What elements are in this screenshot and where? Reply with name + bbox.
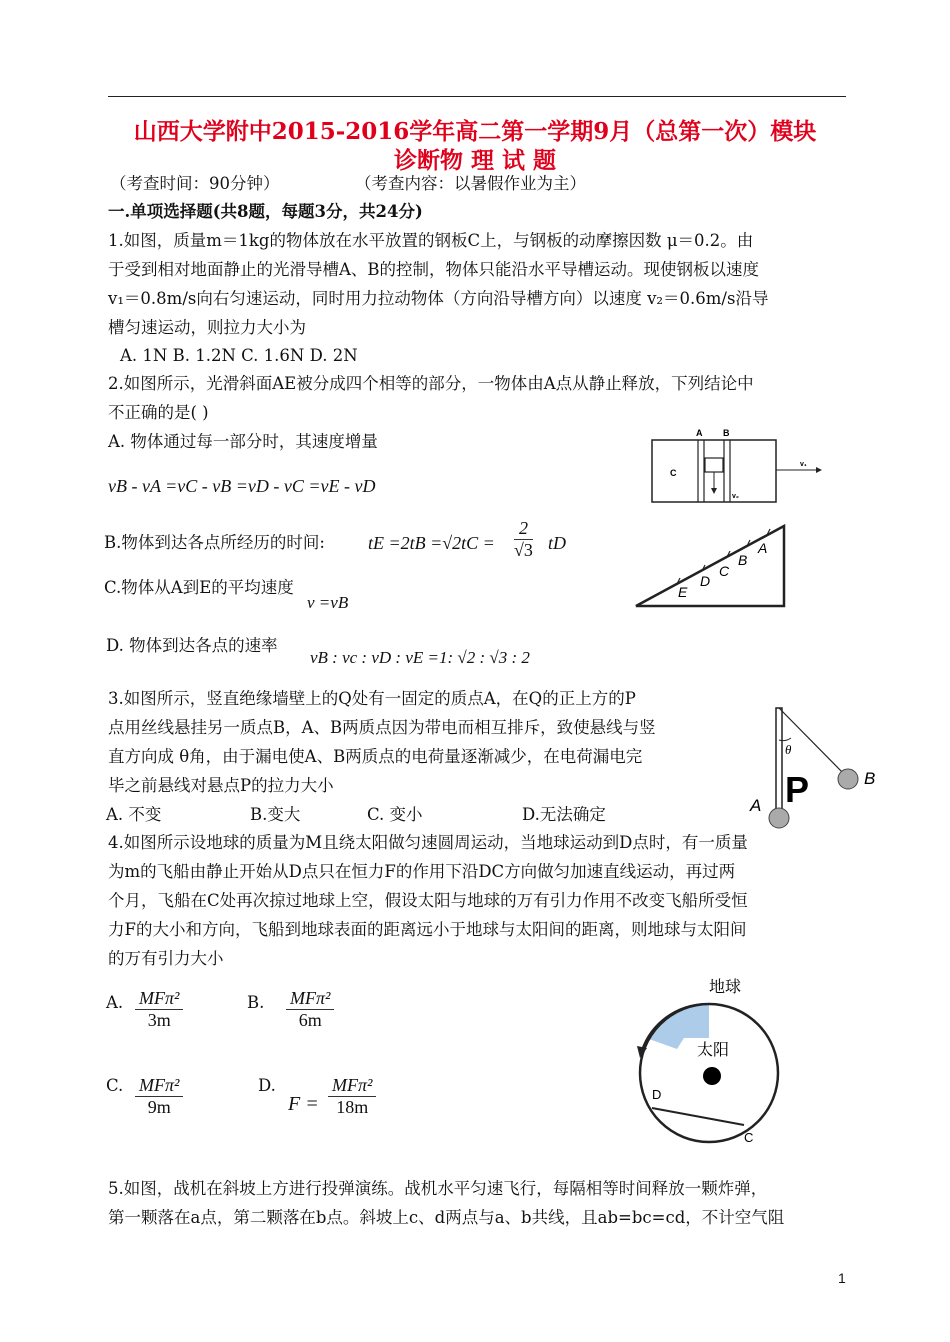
q2-b-frac-num: 2 bbox=[514, 518, 533, 540]
q3-line1: 3.如图所示，竖直绝缘墙壁上的Q处有一固定的质点A，在Q的正上方的P bbox=[108, 689, 636, 708]
q5-line2: 第一颗落在a点，第二颗落在b点。斜坡上c、d两点与a、b共线，且ab=bc=cd，不计空气阻 bbox=[108, 1208, 785, 1227]
q2-option-a: A. 物体通过每一部分时，其速度增量 bbox=[108, 432, 378, 451]
q4-c-den: 9m bbox=[147, 1097, 171, 1117]
q2-option-b-formula: tE =2tB =√2tC = bbox=[368, 533, 495, 553]
q2-line1: 2.如图所示，光滑斜面AE被分成四个相等的部分，一物体由A点从静止释放，下列结论中 bbox=[108, 374, 754, 393]
q1-line2: 于受到相对地面静止的光滑导槽A、B的控制，物体只能沿水平导槽运动。现使钢板以速度 bbox=[108, 260, 760, 279]
q4-c-num: MFπ² bbox=[135, 1075, 183, 1097]
q3-line4: 毕之前悬线对悬点P的拉力大小 bbox=[108, 776, 334, 795]
q1-label-v1: v₁ bbox=[800, 461, 807, 468]
q1-figure bbox=[650, 426, 840, 506]
q4-figure bbox=[620, 972, 800, 1152]
q3-line3: 直方向成 θ角，由于漏电使A、B两质点的电荷量逐渐减少，在电荷漏电完 bbox=[108, 747, 643, 766]
q3-option-b: B.变大 bbox=[250, 805, 301, 824]
q5-line1: 5.如图，战机在斜坡上方进行投弹演练。战机水平匀速飞行，每隔相等时间释放一颗炸弹， bbox=[108, 1179, 768, 1198]
page-number: 1 bbox=[838, 1270, 846, 1286]
q2-option-a-formula: vB - vA =vC - vB =vD - vC =vE - vD bbox=[108, 476, 376, 496]
q1-line4: 槽匀速运动，则拉力大小为 bbox=[108, 318, 306, 337]
q3-label-b: B bbox=[864, 769, 876, 788]
q4-line2: 为m的飞船由静止开始从D点只在恒力F的作用下沿DC方向做匀加速直线运动，再过两 bbox=[108, 862, 736, 881]
q2-option-c-formula: v =vB bbox=[307, 593, 349, 612]
q4-option-d-fraction bbox=[328, 1075, 376, 1118]
exam-content: （考查内容：以暑假作业为主） bbox=[355, 174, 586, 193]
paper-title-line2: 诊断物 理 试 题 bbox=[393, 147, 557, 174]
q2-label-b: B bbox=[738, 552, 748, 568]
exam-time: （考查时间：90分钟） bbox=[110, 174, 280, 193]
q2-figure bbox=[634, 520, 794, 612]
q4-b-den: 6m bbox=[298, 1010, 322, 1030]
q2-option-b: B.物体到达各点所经历的时间: bbox=[104, 533, 325, 552]
q2-option-d-formula: vB : vc : vD : vE =1: √2 : √3 : 2 bbox=[310, 648, 530, 667]
q1-v2-arrowhead bbox=[711, 488, 717, 494]
q4-a-num: MFπ² bbox=[135, 988, 183, 1010]
q2-option-c: C.物体从A到E的平均速度 bbox=[104, 578, 294, 597]
q3-label-theta: θ bbox=[785, 742, 792, 757]
q4-option-a-label: A. bbox=[106, 993, 124, 1012]
q4-chord-dc bbox=[652, 1108, 744, 1125]
q4-option-c-fraction bbox=[135, 1075, 183, 1118]
header-rule bbox=[108, 96, 846, 97]
q4-option-c-label: C. bbox=[106, 1076, 124, 1095]
q2-b-frac-den: √3 bbox=[514, 540, 533, 560]
q2-incline bbox=[636, 526, 784, 606]
q3-label-a: A bbox=[750, 796, 762, 815]
q1-options: A. 1N B. 1.2N C. 1.6N D. 2N bbox=[120, 346, 358, 365]
q4-label-earth: 地球 bbox=[709, 977, 742, 996]
q1-label-c: C bbox=[670, 468, 677, 478]
q1-line1: 1.如图，质量m＝1kg的物体放在水平放置的钢板C上，与钢板的动摩擦因数 μ＝0.2。由 bbox=[108, 231, 754, 250]
q3-line2: 点用丝线悬挂另一质点B，A、B两质点因为带电而相互排斥，致使悬线与竖 bbox=[108, 718, 656, 737]
q4-line3: 个月，飞船在C处再次掠过地球上空，假设太阳与地球的万有引力作用不改变飞船所受恒 bbox=[108, 891, 748, 910]
q1-label-v2: v₂ bbox=[732, 493, 740, 500]
q4-option-b-label: B. bbox=[247, 993, 265, 1012]
q4-option-d-label: D. bbox=[258, 1076, 276, 1095]
q4-a-den: 3m bbox=[147, 1010, 171, 1030]
q3-figure bbox=[745, 700, 885, 830]
q3-label-p: P bbox=[785, 769, 810, 810]
q4-option-d-prefix: F = bbox=[288, 1093, 319, 1115]
q4-line4: 力F的大小和方向，飞船到地球表面的距离远小于地球与太阳间的距离，则地球与太阳间 bbox=[108, 920, 747, 939]
q2-option-b-fraction bbox=[514, 518, 533, 561]
q4-d-num: MFπ² bbox=[328, 1075, 376, 1097]
q2-label-d: D bbox=[700, 573, 711, 589]
q2-line2: 不正确的是( ) bbox=[108, 403, 209, 422]
q1-v1-arrowhead bbox=[816, 467, 822, 473]
q4-label-c: C bbox=[744, 1130, 754, 1145]
q4-option-a-fraction bbox=[135, 988, 183, 1031]
q3-option-d: D.无法确定 bbox=[522, 805, 606, 824]
section-heading: 一.单项选择题(共8题，每题3分，共24分) bbox=[108, 202, 423, 221]
q4-line5: 的万有引力大小 bbox=[108, 949, 224, 968]
q4-line1: 4.如图所示设地球的质量为M且绕太阳做匀速圆周运动，当地球运动到D点时，有一质量 bbox=[108, 833, 748, 852]
q3-wall bbox=[776, 708, 782, 816]
q2-label-a: A bbox=[758, 540, 768, 556]
q1-line3: v₁＝0.8m/s向右匀速运动，同时用力拉动物体（方向沿导槽方向）以速度 v₂＝0.6m/s沿导 bbox=[108, 289, 769, 308]
q2-option-d: D. 物体到达各点的速率 bbox=[106, 636, 278, 655]
q4-sun bbox=[703, 1067, 721, 1085]
q2-label-e: E bbox=[678, 584, 688, 600]
q1-object bbox=[705, 458, 723, 472]
q4-option-b-fraction bbox=[286, 988, 334, 1031]
q3-ball-a bbox=[769, 808, 789, 828]
q4-label-d: D bbox=[652, 1087, 662, 1102]
paper-title-line1: 山西大学附中2015-2016学年高二第一学期9月（总第一次）模块 bbox=[133, 118, 817, 145]
q3-option-a: A. 不变 bbox=[106, 805, 162, 824]
q1-label-a: A bbox=[696, 428, 703, 438]
q4-d-den: 18m bbox=[336, 1097, 369, 1117]
q3-option-c: C. 变小 bbox=[367, 805, 423, 824]
q2-option-b-tail: tD bbox=[548, 533, 566, 553]
q2-label-c: C bbox=[719, 563, 730, 579]
q3-ball-b bbox=[838, 769, 858, 789]
q4-b-num: MFπ² bbox=[286, 988, 334, 1010]
q4-label-sun: 太阳 bbox=[697, 1040, 730, 1059]
q1-label-b: B bbox=[723, 428, 730, 438]
